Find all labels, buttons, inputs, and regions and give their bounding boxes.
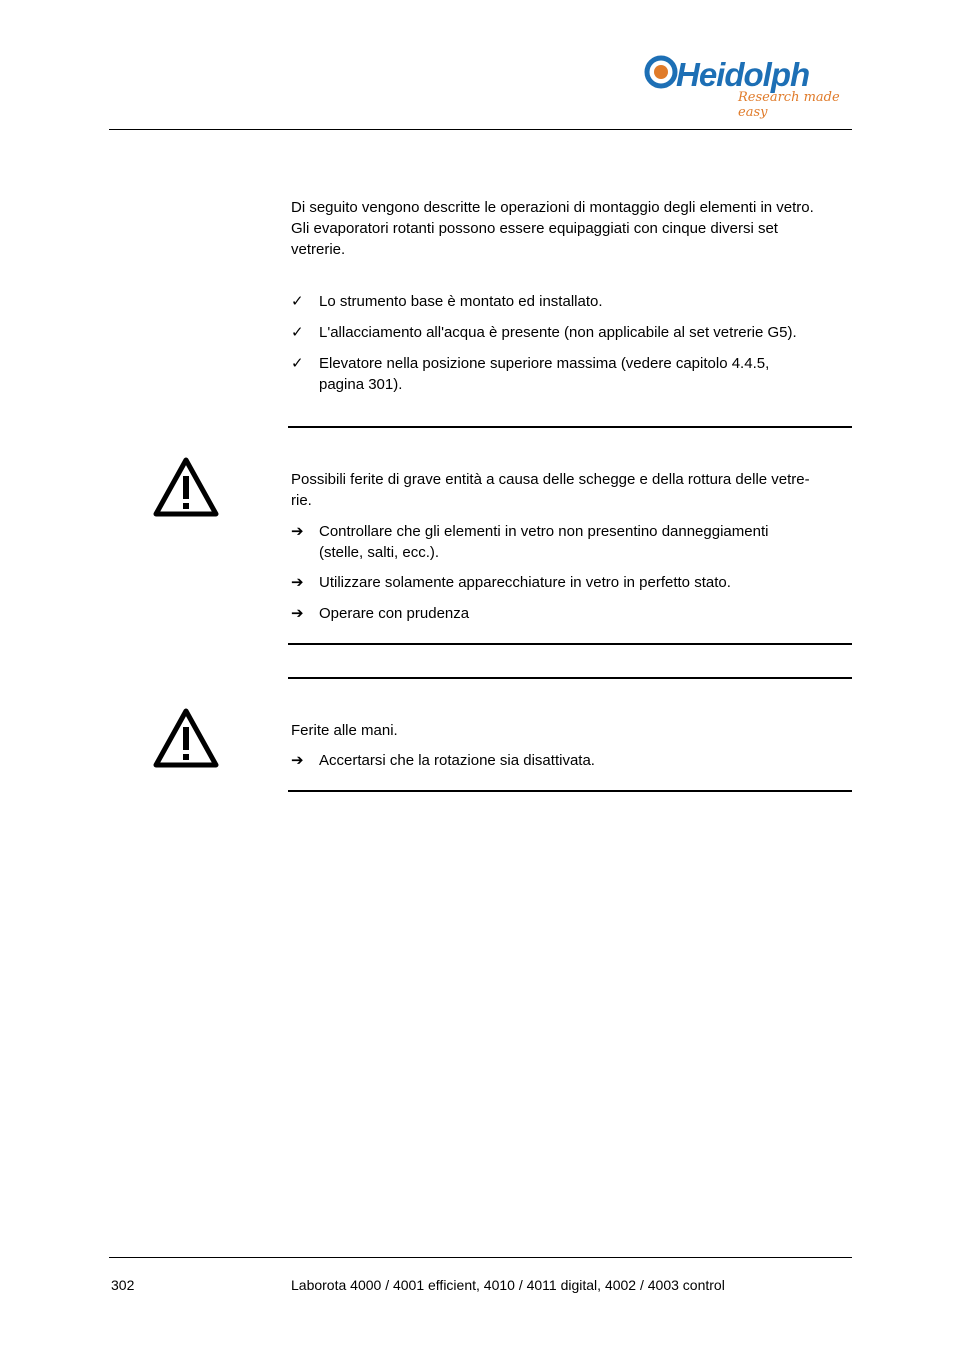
warning-top-rule	[288, 677, 852, 679]
logo-mark-icon	[644, 54, 680, 90]
warning-triangle-icon	[152, 707, 220, 769]
check-icon: ✓	[291, 355, 304, 372]
list-item-label: Lo strumento base è montato ed installato.	[319, 293, 603, 310]
warning-bottom-rule	[288, 790, 852, 792]
arrow-icon: ➔	[291, 752, 304, 769]
header-rule	[109, 129, 852, 130]
list-item-label: Utilizzare solamente apparecchiature in vetro in perfetto stato.	[319, 574, 731, 591]
warning-text: Ferite alle mani.	[291, 722, 398, 739]
check-icon: ✓	[291, 324, 304, 341]
list-item-label: Accertarsi che la rotazione sia disattivata.	[319, 752, 595, 769]
footer-rule	[109, 1257, 852, 1258]
list-item-label: L'allacciamento all'acqua è presente (non applicabile al set vetrerie G5).	[319, 324, 797, 341]
heidolph-logo	[644, 52, 858, 120]
list-item-label: Controllare che gli elementi in vetro non presentino danneggiamenti (stelle, salti, ecc.).	[319, 523, 769, 561]
check-icon: ✓	[291, 293, 304, 310]
warning-top-rule	[288, 426, 852, 428]
intro-text: Di seguito vengono descritte le operazioni di montaggio degli elementi in vetro. Gli evaporatori rotanti possono essere equipaggiati con cinque diversi set vetrerie.	[291, 199, 814, 258]
arrow-icon: ➔	[291, 574, 304, 591]
list-item-label: Operare con prudenza	[319, 605, 470, 622]
page-number: 302	[111, 1277, 135, 1293]
warning-bottom-rule	[288, 643, 852, 645]
product-name: Laborota 4000 / 4001 efficient, 4010 / 4011 digital, 4002 / 4003 control	[291, 1277, 725, 1293]
logo-brand: Heidolph	[676, 56, 810, 93]
list-item-label: Elevatore nella posizione superiore massima (vedere capitolo 4.4.5, pagina 301).	[319, 355, 770, 393]
arrow-icon: ➔	[291, 523, 304, 540]
warning-triangle-icon	[152, 456, 220, 518]
arrow-icon: ➔	[291, 605, 304, 622]
logo-tagline: Research made easy	[738, 90, 840, 120]
warning-text: Possibili ferite di grave entità a causa delle schegge e della rottura delle vetre- rie.	[291, 471, 810, 509]
